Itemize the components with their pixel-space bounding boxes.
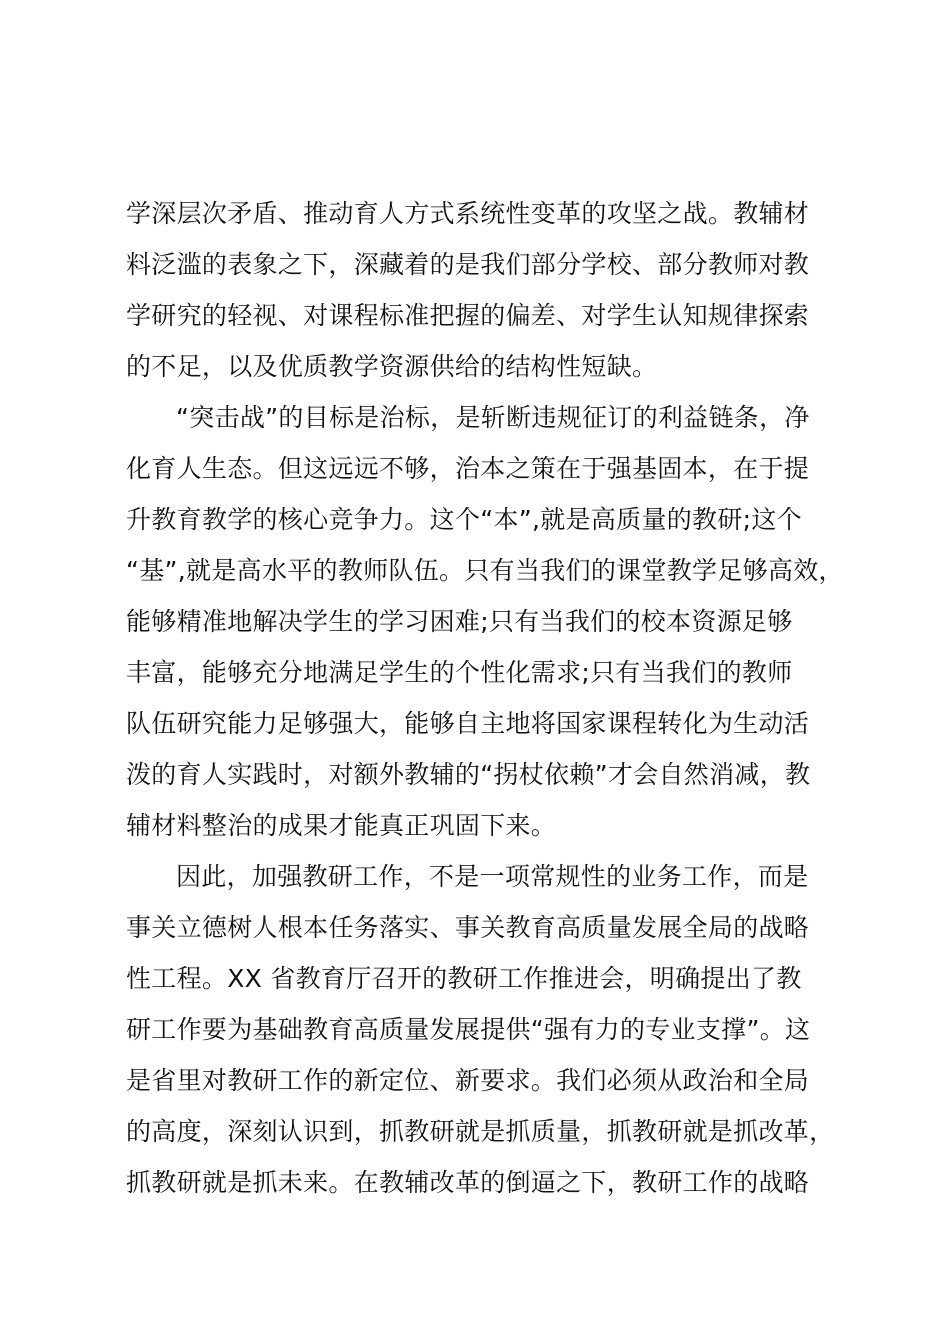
text-line: 抓教研就是抓未来。在教辅改革的倒逼之下，教研工作的战略	[126, 1168, 810, 1197]
text-line: 性工程。XX 省教育厅召开的教研工作推进会，明确提出了教	[126, 964, 802, 993]
text-line: 升教育教学的核心竞争力。这个“本”,就是高质量的教研;这个	[126, 505, 802, 534]
text-line: 料泛滥的表象之下，深藏着的是我们部分学校、部分教师对教	[126, 250, 810, 279]
text-line: 学研究的轻视、对课程标准把握的偏差、对学生认知规律探索	[126, 301, 810, 330]
text-line: 研工作要为基础教育高质量发展提供“强有力的专业支撑”。这	[126, 1015, 811, 1044]
text-line: 因此，加强教研工作，不是一项常规性的业务工作，而是	[176, 862, 809, 891]
text-line: 化育人生态。但这远远不够，治本之策在于强基固本，在于提	[126, 454, 810, 483]
text-line: 学深层次矛盾、推动育人方式系统性变革的攻坚之战。教辅材	[126, 199, 810, 228]
text-line: 丰富，能够充分地满足学生的个性化需求;只有当我们的教师	[126, 658, 793, 687]
text-line: “基”,就是高水平的教师队伍。只有当我们的课堂教学足够高效，	[126, 556, 844, 585]
text-line: 事关立德树人根本任务落实、事关教育高质量发展全局的战略	[126, 913, 810, 942]
text-line: 辅材料整治的成果才能真正巩固下来。	[126, 811, 557, 840]
paragraph-2	[126, 392, 846, 851]
text-line: 泼的育人实践时，对额外教辅的“拐杖依赖”才会自然消减，教	[126, 760, 811, 789]
text-line: 能够精准地解决学生的学习困难;只有当我们的校本资源足够	[126, 607, 793, 636]
text-line: 是省里对教研工作的新定位、新要求。我们必须从政治和全局	[126, 1066, 810, 1095]
paragraph-3	[126, 851, 846, 1208]
paragraph-1	[126, 188, 846, 392]
text-line: 的高度，深刻认识到，抓教研就是抓质量，抓教研就是抓改革，	[126, 1117, 835, 1146]
text-line: 队伍研究能力足够强大，能够自主地将国家课程转化为生动活	[126, 709, 810, 738]
document-body	[126, 188, 846, 1208]
text-line: 的不足，以及优质教学资源供给的结构性短缺。	[126, 352, 658, 381]
text-line: “突击战”的目标是治标，是斩断违规征订的利益链条，净	[176, 403, 810, 432]
